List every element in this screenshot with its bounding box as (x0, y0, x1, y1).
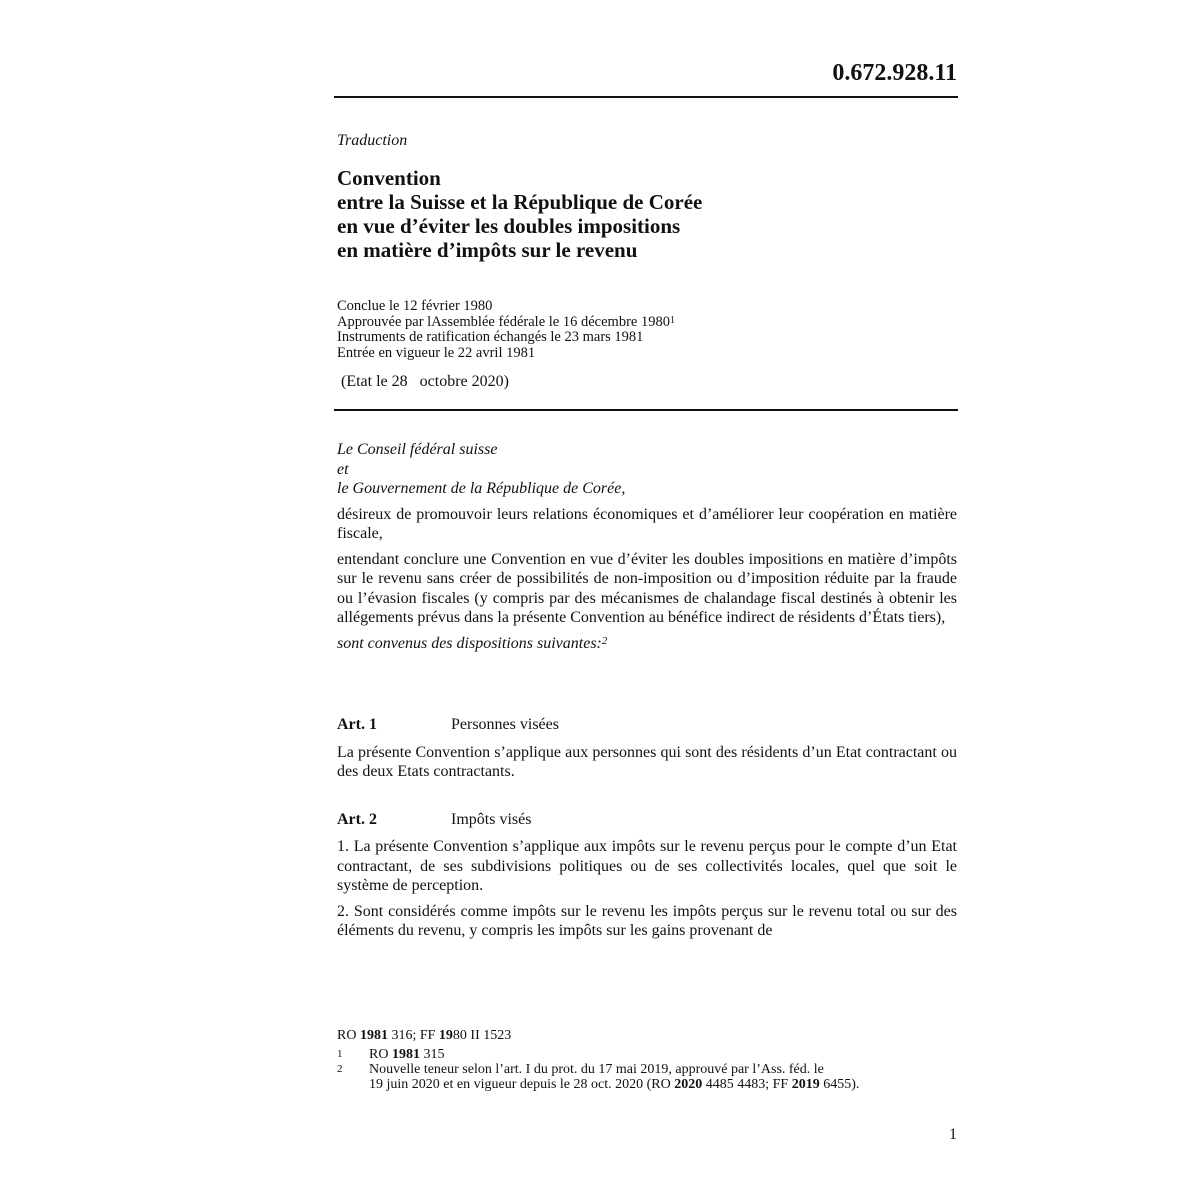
document-title (337, 166, 957, 262)
footnote (337, 1062, 957, 1092)
article-paragraph: La présente Convention s’applique aux personnes qui sont des résidents d’un Etat contractant ou des deux Etats contractants. (337, 743, 957, 780)
article-number: Art. 2 (337, 810, 377, 828)
preamble-party: Le Conseil fédéral suisse (337, 441, 498, 458)
intro-rule (334, 409, 958, 411)
preamble-paragraph: désireux de promouvoir leurs relations économiques et d’améliorer leur coopération en matière fiscale, (337, 505, 957, 542)
title-line: Convention (337, 166, 441, 190)
footnote-mark: 1 (337, 1048, 343, 1060)
footnote-ref[interactable]: 2 (601, 634, 608, 647)
title-line: en vue d’éviter les doubles impositions (337, 214, 681, 238)
concluded-date: Conclue le 12 février 1980 (337, 298, 493, 314)
translation-label: Traduction (337, 132, 408, 149)
article-paragraph: 1. La présente Convention s’applique aux impôts sur le revenu perçus pour le compte d’un Etat contractant, de ses subdivisions politiques ou de ses collectivités locales, quel que soit le système de perception. (337, 838, 957, 894)
footnote-mark: 2 (337, 1063, 343, 1075)
footnote-text: Nouvelle teneur selon l’art. I du prot. du 17 mai 2019, approuvé par l’Ass. féd. le 19 juin 2020 et en vigueur depuis le 28 oct. 2020 (RO 2020 4485 4483; FF 2019 6455). (369, 1062, 860, 1092)
article-heading (337, 715, 957, 735)
document-body (337, 440, 957, 941)
ratification-date: Instruments de ratification échangés le 23 mars 1981 (337, 329, 644, 345)
approval-date: Approuvée par lAssemblée fédérale le 16 décembre 1980$^1$ (337, 313, 675, 330)
footnote (337, 1047, 957, 1062)
page-number: 1 (949, 1126, 957, 1143)
preamble-conjunction: et (337, 460, 349, 478)
document-metadata (337, 299, 957, 361)
preamble-paragraph: entendant conclure une Convention en vue d’éviter les doubles impositions en matière d’impôts sur le revenu sans créer de possibilités de non-imposition ou d’imposition réduite par la fraude ou l’évasion fiscales (y compris par des mécanismes de chalandage fiscal destinés à obtenir les allégements prévus dans la présente Convention au bénéfice indirect de résidents d’États tiers), (337, 550, 957, 626)
article-title: Impôts visés (451, 810, 532, 828)
source-reference: RO 1981 316; FF 1980 II 1523 (337, 1028, 512, 1043)
entry-into-force-date: Entrée en vigueur le 22 avril 1981 (337, 344, 536, 361)
article-title: Personnes visées (451, 716, 559, 733)
footnote-text: RO 1981 315 (369, 1047, 445, 1062)
article-paragraph: 2. Sont considérés comme impôts sur le revenu les impôts perçus sur le revenu total ou sur des éléments du revenu, y compris les impôts sur les gains provenant de (337, 902, 957, 939)
article-heading (337, 810, 957, 830)
title-line: en matière d’impôts sur le revenu (337, 238, 638, 262)
article-number: Art. 1 (337, 716, 377, 733)
preamble-party: le Gouvernement de la République de Corée, (337, 480, 626, 497)
document-number: 0.672.928.11 (832, 60, 957, 86)
status-date: (Etat le 28 octobre 2020) (341, 373, 509, 390)
footnotes (337, 1028, 957, 1092)
footnote-ref[interactable]: 1 (669, 314, 675, 326)
article-2 (337, 810, 957, 941)
title-line: entre la Suisse et la République de Corée (337, 190, 703, 214)
article-1 (337, 715, 957, 782)
header-rule (334, 96, 958, 98)
preamble-closing: sont convenus des dispositions suivantes:$^2$ (337, 634, 608, 652)
